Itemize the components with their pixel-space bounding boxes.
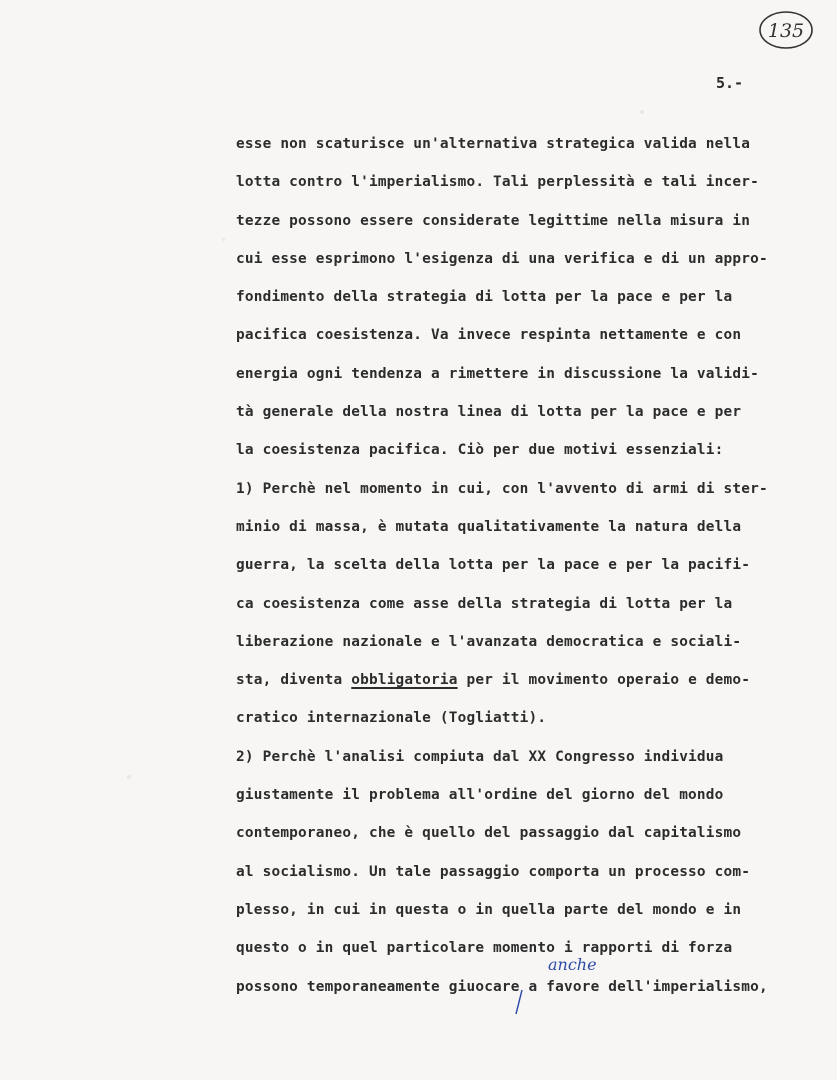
text-line: la coesistenza pacifica. Ciò per due motivi essenziali: <box>236 442 724 459</box>
page-stamp <box>757 8 815 52</box>
page-number: 5.- <box>716 74 744 92</box>
text-segment: possono temporaneamente giuocare <box>236 978 520 995</box>
text-line: fondimento della strategia di lotta per la pace e per la <box>236 289 733 306</box>
text-line: 1) Perchè nel momento in cui, con l'avvento di armi di ster- <box>236 480 768 497</box>
paper-spot <box>127 775 131 779</box>
text-line: liberazione nazionale e l'avanzata democratica e sociali- <box>236 633 742 650</box>
text-line: al socialismo. Un tale passaggio comporta un processo com- <box>236 863 751 880</box>
text-line: esse non scaturisce un'alternativa strategica valida nella <box>236 136 751 152</box>
stamp-circle-icon <box>757 8 815 52</box>
text-line: 2) Perchè l'analisi compiuta dal XX Congresso individua <box>236 748 724 765</box>
text-segment: per il movimento operaio e demo- <box>457 672 751 689</box>
text-line: questo o in quel particolare momento i rapporti di forza <box>236 940 733 957</box>
text-line: minio di massa, è mutata qualitativamente la natura della <box>236 518 742 535</box>
text-segment: sta, diventa <box>236 672 352 689</box>
text-line: cui esse esprimono l'esigenza di una verifica e di un appro- <box>236 250 768 267</box>
text-line: ca coesistenza come asse della strategia di lotta per la <box>236 595 733 612</box>
text-line: energia ogni tendenza a rimettere in discussione la validi- <box>236 365 759 382</box>
text-line: tà generale della nostra linea di lotta per la pace e per <box>236 404 742 421</box>
typed-text-body <box>236 134 836 1015</box>
text-line: guerra, la scelta della lotta per la pace e per la pacifi- <box>236 557 751 574</box>
text-line-with-underline <box>236 670 836 708</box>
text-line: plesso, in cui in questa o in quella parte del mondo e in <box>236 901 742 918</box>
stamp-number: 135 <box>767 20 805 42</box>
paper-spot <box>222 238 225 241</box>
text-line: tezze possono essere considerate legittime nella misura in <box>236 212 751 229</box>
underlined-word: obbligatoria <box>351 672 458 689</box>
text-line: giustamente il problema all'ordine del giorno del mondo <box>236 787 724 804</box>
text-line: contemporaneo, che è quello del passaggio dal capitalismo <box>236 825 742 842</box>
text-line: pacifica coesistenza. Va invece respinta nettamente e con <box>236 327 742 344</box>
text-line: cratico internazionale (Togliatti). <box>236 710 547 727</box>
handwritten-insertion: anche <box>548 955 597 974</box>
paper-spot <box>640 110 644 114</box>
text-line: lotta contro l'imperialismo. Tali perplessità e tali incer- <box>236 174 759 191</box>
text-line-with-insertion <box>236 977 836 1015</box>
text-segment: a favore dell'imperialismo, <box>528 978 768 995</box>
